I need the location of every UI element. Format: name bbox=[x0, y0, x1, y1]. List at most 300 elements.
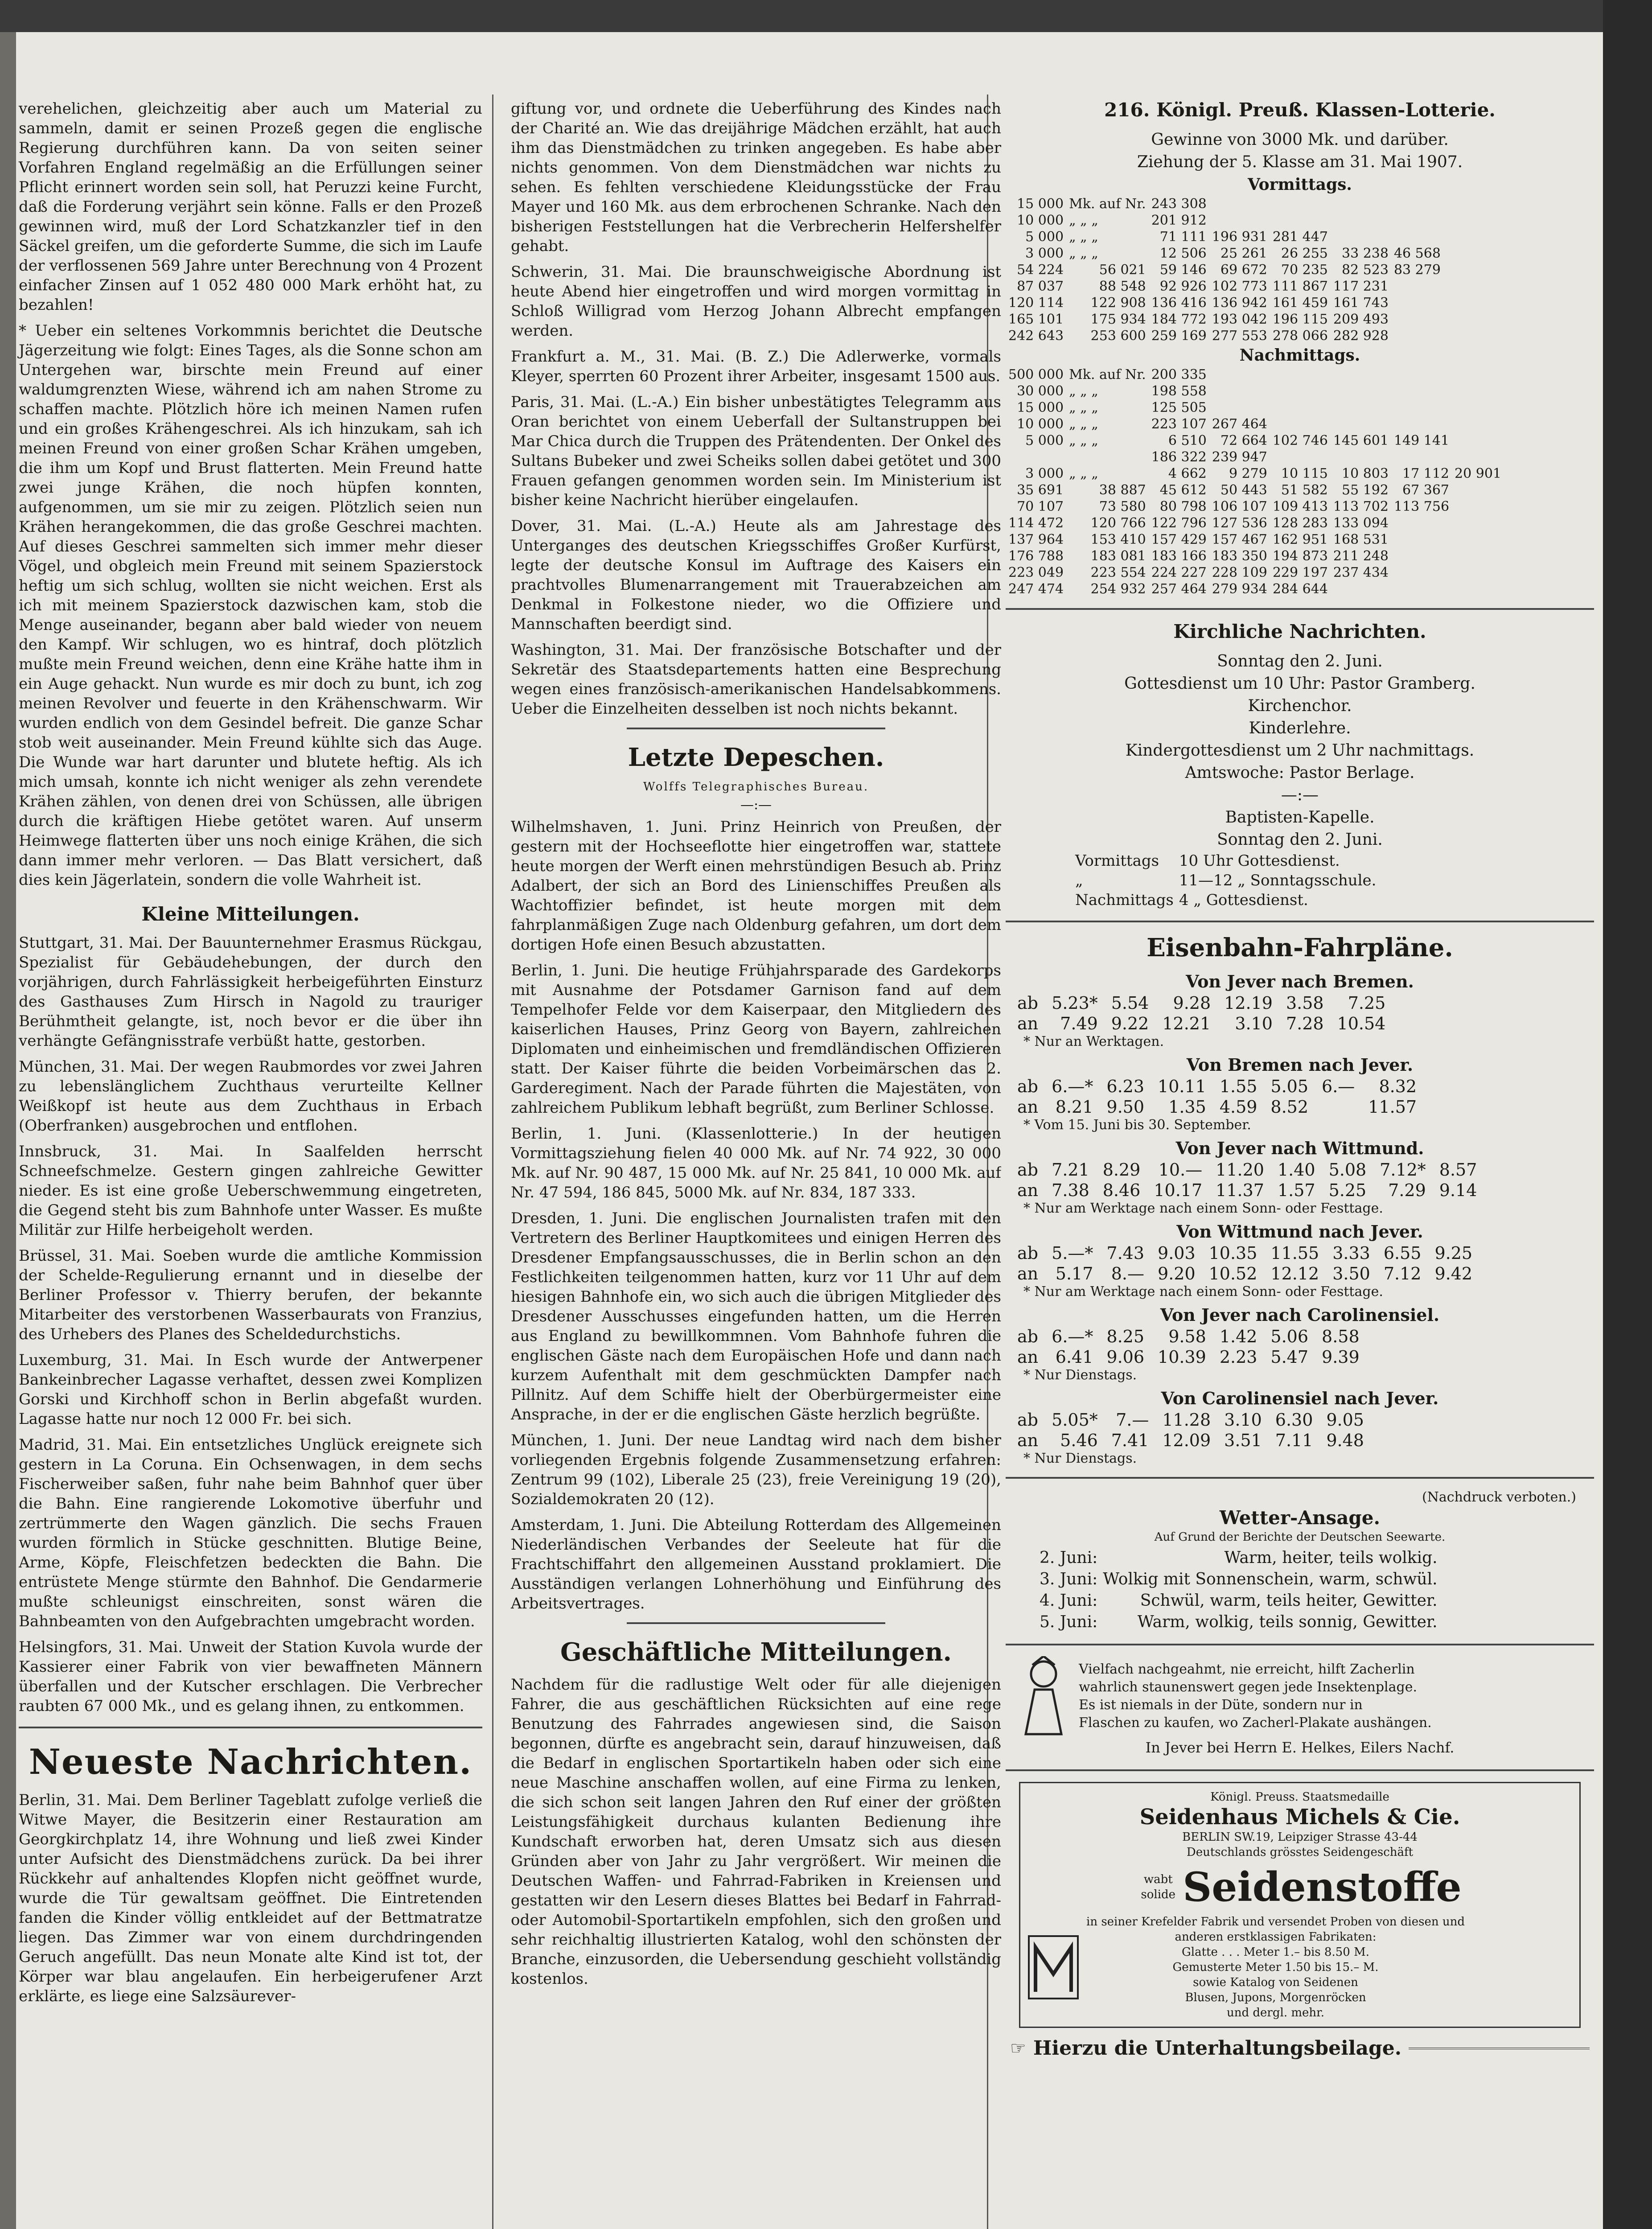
divider bbox=[1006, 1644, 1594, 1645]
lotterie-row-cell: 102 773 bbox=[1212, 279, 1267, 294]
wetter-row-cell: 4. Juni: bbox=[1040, 1592, 1098, 1610]
route-note: * Nur Dienstags. bbox=[1023, 1367, 1137, 1383]
baptisten-cell: Nachmittags bbox=[1075, 891, 1174, 909]
route-time: ab bbox=[1017, 1243, 1038, 1263]
kirch-line: Amtswoche: Pastor Berlage. bbox=[1185, 764, 1415, 782]
lotterie-row-cell: 196 115 bbox=[1272, 312, 1328, 327]
michels-name: Seidenhaus Michels & Cie. bbox=[1139, 1805, 1460, 1830]
lotterie-row-cell bbox=[1391, 581, 1452, 597]
route-time: 5.47 bbox=[1270, 1347, 1309, 1367]
route-time: 11.28 bbox=[1162, 1410, 1211, 1430]
lotterie-row bbox=[1006, 278, 1443, 295]
route-time: 3.50 bbox=[1332, 1264, 1370, 1283]
route-time: 12.12 bbox=[1270, 1264, 1319, 1283]
lotterie-row-cell: 201 912 bbox=[1151, 213, 1207, 228]
news-bruessel: Brüssel, 31. Mai. Soeben wurde die amtliche Kommission der Schelde-Regulierung ernannt und in dieselbe der Berliner Professor v. Thierry berufen, der bekannte Mitarbeiter des verstorbenen Wasserbaurats von Franzius, des Urhebers des Planes des Scheldedurchstichs. bbox=[19, 1247, 482, 1343]
lotterie-row-cell: „ „ „ bbox=[1069, 229, 1098, 245]
lotterie-row-cell: 73 580 bbox=[1099, 499, 1146, 514]
michels-monogram-icon bbox=[1027, 1934, 1080, 2001]
lotterie-row-cell: 33 238 bbox=[1341, 246, 1389, 261]
news-madrid: Madrid, 31. Mai. Ein entsetzliches Unglück ereignete sich gestern in La Coruna. Ein Ochsenwagen, in dem sechs Fischerweiber saßen, fuhr nahe beim Bahnhof quer über die Bahn. Eine rangierende Lokomotive überfuhr und zertrümmerte den Wagen gänzlich. Die sechs Frauen wurden förmlich in Stücke geschnitten. Blutige Beine, Arme, Köpfe, Fleischfetzen bedeckten die Bahn. Die entrüstete Menge stürmte den Bahnhof. Die Gendarmerie mußte schleunigst einschreiten, sonst wären die Bahnbeamten von den Aufgebrachten umgebracht worden. bbox=[19, 1436, 482, 1630]
zacherl-line4: Flaschen zu kaufen, wo Zacherl-Plakate aushängen. bbox=[1079, 1715, 1432, 1731]
lotterie-row-cell bbox=[1209, 399, 1270, 416]
lotterie-row-cell bbox=[1331, 366, 1391, 383]
lotterie-row-cell: 120 114 bbox=[1008, 295, 1064, 311]
route-title: Von Jever nach Carolinensiel. bbox=[1160, 1305, 1440, 1325]
lotterie-row bbox=[1006, 366, 1504, 383]
lotterie-date: Ziehung der 5. Klasse am 31. Mai 1907. bbox=[1137, 153, 1463, 171]
route-time: an bbox=[1017, 1347, 1039, 1367]
lotterie-row-cell: 10 803 bbox=[1341, 466, 1389, 481]
route-row bbox=[1015, 1243, 1483, 1263]
heading-nachmittags: Nachmittags. bbox=[1239, 346, 1360, 365]
lotterie-row-cell bbox=[1391, 383, 1452, 399]
route-time: ab bbox=[1017, 1160, 1038, 1180]
baptisten-cell: Vormittags bbox=[1075, 852, 1159, 870]
lotterie-row-cell: 87 037 bbox=[1017, 279, 1064, 294]
zacherl-figure-icon bbox=[1015, 1656, 1073, 1736]
lotterie-row-cell: 9 279 bbox=[1229, 466, 1267, 481]
route-time: ab bbox=[1017, 1327, 1038, 1346]
lotterie-row-cell bbox=[1331, 581, 1391, 597]
train-routes bbox=[1006, 971, 1594, 1466]
lotterie-row-cell: 59 146 bbox=[1159, 262, 1207, 278]
lotterie-row-cell: 184 772 bbox=[1151, 312, 1207, 327]
route-row bbox=[1015, 1430, 1375, 1451]
lotterie-row-cell: 279 934 bbox=[1212, 581, 1267, 597]
lotterie-row-cell: „ „ „ bbox=[1069, 213, 1098, 228]
route-table bbox=[1015, 993, 1396, 1034]
lotterie-row-cell: 153 410 bbox=[1090, 532, 1146, 547]
lotterie-row-cell: 38 887 bbox=[1099, 482, 1146, 498]
route-time: 1.35 bbox=[1168, 1097, 1206, 1117]
lotterie-row bbox=[1006, 465, 1504, 482]
route-time: 11.57 bbox=[1368, 1097, 1417, 1117]
michels-text: und dergl. mehr. bbox=[1227, 2006, 1324, 2019]
heading-neueste-nachrichten: Neueste Nachrichten. bbox=[29, 1742, 473, 1782]
route-title: Von Jever nach Bremen. bbox=[1186, 971, 1414, 991]
news-innsbruck: Innsbruck, 31. Mai. In Saalfelden herrscht Schneefschmelze. Gestern gingen zahlreiche Gewitter nieder. Es ist eine große Ueberschwemmung eingetreten, die Gegend steht bis zum Bahnhofe unter Wasser. Es mußte Militär zur Hilfe herbeigeholt werden. bbox=[19, 1143, 482, 1239]
lotterie-row-cell bbox=[1270, 366, 1331, 383]
lotterie-row-cell: 282 928 bbox=[1333, 328, 1389, 344]
route-time: 5.05 bbox=[1270, 1077, 1309, 1096]
kirch-line: Sonntag den 2. Juni. bbox=[1217, 831, 1383, 849]
lotterie-row-cell bbox=[1331, 449, 1391, 465]
news-amsterdam: Amsterdam, 1. Juni. Die Abteilung Rotterdam des Allgemeinen Niederländischen Verbandes der Seeleute hat für die Frachtschiffahrt den allgemeinen Ausstand proklamiert. Die Ausständigen verlangen Lohnerhöhung und Einführung des Arbeitsvertrages. bbox=[511, 1516, 1001, 1612]
route-time: 9.58 bbox=[1168, 1327, 1206, 1346]
lotterie-row-cell: 165 101 bbox=[1008, 312, 1064, 327]
wetter-row-cell: Wolkig mit Sonnenschein, warm, schwül. bbox=[1103, 1570, 1438, 1588]
route-time: 8.21 bbox=[1055, 1097, 1093, 1117]
route-time: 11.20 bbox=[1216, 1160, 1264, 1180]
route-time: 12.21 bbox=[1162, 1014, 1211, 1033]
lotterie-row-cell bbox=[1209, 383, 1270, 399]
route-time: 5.05* bbox=[1052, 1410, 1098, 1430]
route-note: * Nur an Werktagen. bbox=[1023, 1034, 1164, 1049]
route-time: 7.41 bbox=[1111, 1431, 1149, 1450]
lotterie-row-cell: 223 554 bbox=[1090, 565, 1146, 580]
route-time: 6.30 bbox=[1275, 1410, 1313, 1430]
news-berlin-mayer: Berlin, 31. Mai. Dem Berliner Tageblatt zufolge verließ die Witwe Mayer, die Besitzerin einer Restauration am Georgkirchplatz 14, ihre Wohnung und ließ zwei Kinder unter Aufsicht des Dienstmädchens zurück. Da bei ihrer Rückkehr auf anhaltendes Klopfen nicht geöffnet wurde, wurde die Tür gewaltsam geöffnet. Die Eintretenden fanden die Kinder völlig entkleidet auf der Bettmatratze liegen. Das Zimmer war von einem durchdringenden Geruch angefüllt. Das neun Monate alte Kind ist tot, der Körper war blau angelaufen. Ein herbeigerufener Arzt erklärte, es liege eine Salzsäurever- bbox=[19, 1791, 482, 2005]
lotterie-row-cell: 30 000 bbox=[1017, 383, 1064, 399]
route-table bbox=[1015, 1243, 1483, 1284]
michels-text: in seiner Krefelder Fabrik und versendet Proben von diesen und bbox=[1086, 1915, 1465, 1929]
lotterie-row-cell bbox=[1391, 564, 1452, 581]
route-time: an bbox=[1017, 1431, 1039, 1450]
route-time: 9.42 bbox=[1434, 1264, 1473, 1283]
wetter-row bbox=[1037, 1590, 1440, 1612]
route-time: 1.40 bbox=[1277, 1160, 1315, 1180]
lotterie-row-cell: 113 756 bbox=[1393, 499, 1450, 514]
route-time: 9.05 bbox=[1326, 1410, 1364, 1430]
news-berlin-lotterie: Berlin, 1. Juni. (Klassenlotterie.) In der heutigen Vormittagsziehung fielen 40 000 Mk. auf Nr. 74 922, 30 000 Mk. auf Nr. 90 487, 15 000 Mk. auf Nr. 25 841, 10 000 Mk. auf Nr. 47 594, 186 845, 5000 Mk. auf Nr. 834, 187 333. bbox=[511, 1125, 1001, 1201]
route-time: 8.— bbox=[1111, 1264, 1145, 1283]
route-time: 2.23 bbox=[1219, 1347, 1257, 1367]
wetter-subtitle: Auf Grund der Berichte der Deutschen Seewarte. bbox=[1154, 1530, 1446, 1544]
lotterie-row-cell: 161 459 bbox=[1272, 295, 1328, 311]
lotterie-row-cell: 35 691 bbox=[1017, 482, 1064, 498]
lotterie-row-cell: 4 662 bbox=[1168, 466, 1207, 481]
route-time: 7.29 bbox=[1388, 1180, 1426, 1200]
separator: —:— bbox=[740, 797, 772, 813]
lotterie-row bbox=[1006, 548, 1504, 564]
route-note: * Nur am Werktage nach einem Sonn- oder Festtage. bbox=[1023, 1284, 1383, 1300]
lotterie-row-cell bbox=[1270, 399, 1331, 416]
scan-background-right bbox=[1603, 0, 1652, 2229]
lotterie-row-cell: Mk. auf Nr. bbox=[1069, 196, 1146, 212]
lotterie-row-cell: 80 798 bbox=[1159, 499, 1207, 514]
michels-address: BERLIN SW.19, Leipziger Strasse 43-44 bbox=[1182, 1830, 1418, 1844]
lotterie-nachmittags-table bbox=[1006, 366, 1504, 597]
beilage-text: Hierzu die Unterhaltungsbeilage. bbox=[1033, 2037, 1402, 2060]
heading-kleine-mitteilungen: Kleine Mitteilungen. bbox=[141, 903, 360, 925]
lotterie-row-cell: 247 474 bbox=[1008, 581, 1064, 597]
lotterie-row-cell: Mk. auf Nr. bbox=[1069, 367, 1146, 382]
wetter-row-cell: Warm, wolkig, teils sonnig, Gewitter. bbox=[1137, 1613, 1438, 1631]
route-time: an bbox=[1017, 1014, 1039, 1033]
news-wilhelmshaven: Wilhelmshaven, 1. Juni. Prinz Heinrich von Preußen, der gestern mit der Hochseeflotte hier eingetroffen war, stattete heute morgen der Werft einen mehrstündigen Besuch ab. Prinz Adalbert, der sich an Bord des Linienschiffes Preußen als Wachtoffizier befindet, ist heute morgen mit dem fahrplanmäßigen Zuge nach Oldenburg gefahren, um dort dem dortigen Hofe einen Besuch abzustatten. bbox=[511, 818, 1001, 954]
para-vergiftung: giftung vor, und ordnete die Ueberführung des Kindes nach der Charité an. Wie das dreijährige Mädchen erzählt, hat auch ihm das Dienstmädchen zu trinken angegeben. Es habe aber nichts genommen. Von dem Dienstmädchen war nichts zu sehen. Es fehlten verschiedene Kleidungsstücke der Frau Mayer und 160 Mk. aus dem erbrochenen Schranke. Nach den bisherigen Feststellungen hat die Verbrecherin Helfershelfer gehabt. bbox=[511, 100, 1001, 255]
divider bbox=[1006, 608, 1594, 610]
lotterie-row-cell bbox=[1391, 531, 1452, 548]
lotterie-row-cell: 56 021 bbox=[1099, 262, 1146, 278]
route-time: 5.06 bbox=[1270, 1327, 1309, 1346]
route-time: 8.32 bbox=[1379, 1077, 1417, 1096]
route-time bbox=[1319, 1097, 1365, 1117]
route-time: 4.59 bbox=[1219, 1097, 1257, 1117]
route-time: 5.17 bbox=[1055, 1264, 1093, 1283]
lotterie-row-cell bbox=[1331, 196, 1391, 212]
divider bbox=[19, 1727, 482, 1728]
lotterie-row-cell: 223 107 bbox=[1151, 416, 1207, 432]
news-washington: Washington, 31. Mai. Der französische Botschafter und der Sekretär des Staatsdepartements hatten eine Besprechung wegen eines französisch-amerikanischen Handelsabkommens. Ueber die Einzelheiten desselben ist noch nichts bekannt. bbox=[511, 641, 1001, 718]
route-row bbox=[1015, 1097, 1427, 1117]
lotterie-row-cell bbox=[1209, 212, 1270, 229]
lotterie-row-cell: 67 367 bbox=[1402, 482, 1450, 498]
lotterie-row-cell: 277 553 bbox=[1212, 328, 1267, 344]
lotterie-row-cell: 254 932 bbox=[1090, 581, 1146, 597]
lotterie-row bbox=[1006, 383, 1504, 399]
lotterie-row-cell: 145 601 bbox=[1333, 433, 1389, 448]
lotterie-row-cell: 10 000 bbox=[1017, 213, 1064, 228]
heading-geschaeftliche-mitteilungen: Geschäftliche Mitteilungen. bbox=[560, 1637, 952, 1667]
lotterie-row-cell bbox=[1391, 278, 1443, 295]
lotterie-row-cell: 20 901 bbox=[1455, 466, 1502, 481]
michels-text: sowie Katalog von Seidenen bbox=[1193, 1976, 1358, 1989]
lotterie-row-cell: 122 908 bbox=[1090, 295, 1146, 311]
ornament-rule bbox=[1409, 2048, 1590, 2049]
route-time: 6.55 bbox=[1383, 1243, 1422, 1263]
lotterie-row-cell: „ „ „ bbox=[1069, 416, 1098, 432]
route-time: 1.57 bbox=[1277, 1180, 1315, 1200]
lotterie-row-cell bbox=[1391, 229, 1443, 245]
lotterie-row-cell bbox=[1006, 449, 1066, 465]
lotterie-row-cell: 102 746 bbox=[1272, 433, 1328, 448]
lotterie-row-cell: 253 600 bbox=[1090, 328, 1146, 344]
baptisten-table bbox=[1073, 851, 1379, 910]
lotterie-row-cell: 136 942 bbox=[1212, 295, 1267, 311]
route-note: * Nur Dienstags. bbox=[1023, 1451, 1137, 1466]
route-time: 5.25 bbox=[1328, 1180, 1367, 1200]
route-time: 8.25 bbox=[1106, 1327, 1145, 1346]
wetter-row-cell: Schwül, warm, teils heiter, Gewitter. bbox=[1140, 1592, 1438, 1610]
lotterie-row-cell: 162 951 bbox=[1272, 532, 1328, 547]
route-time: 11.37 bbox=[1216, 1180, 1264, 1200]
lotterie-row-cell: 120 766 bbox=[1090, 515, 1146, 531]
lotterie-row bbox=[1006, 328, 1443, 344]
lotterie-row-cell: „ „ „ bbox=[1069, 466, 1098, 481]
michels-text: anderen erstklassigen Fabrikaten: bbox=[1175, 1930, 1377, 1944]
lotterie-row-cell bbox=[1331, 229, 1391, 245]
route-title: Von Wittmund nach Jever. bbox=[1176, 1221, 1423, 1242]
lotterie-row-cell bbox=[1391, 212, 1443, 229]
lotterie-row-cell: 196 931 bbox=[1212, 229, 1267, 245]
heading-eisenbahn-fahrplaene: Eisenbahn-Fahrpläne. bbox=[1147, 933, 1453, 962]
baptisten-row bbox=[1073, 851, 1379, 871]
lotterie-row-cell: 54 224 bbox=[1017, 262, 1064, 278]
lotterie-row-cell: 25 261 bbox=[1220, 246, 1267, 261]
lotterie-row-cell: 83 279 bbox=[1393, 262, 1441, 278]
lotterie-row-cell: 223 049 bbox=[1008, 565, 1064, 580]
lotterie-row bbox=[1006, 196, 1443, 212]
lotterie-row-cell: 186 322 bbox=[1151, 449, 1207, 465]
lotterie-row bbox=[1006, 262, 1443, 278]
route-time: ab bbox=[1017, 993, 1038, 1013]
route-time: 6.—* bbox=[1052, 1077, 1093, 1096]
michels-text: Glatte . . . Meter 1.– bis 8.50 M. bbox=[1182, 1945, 1369, 1959]
news-helsingfors: Helsingfors, 31. Mai. Unweit der Station Kuvola wurde der Kassierer einer Fabrik von vier bewaffneten Männern überfallen und der Kutscher erschlagen. Die Verbrecher raubten 67 000 Mk., und es gelang ihnen, zu entkommen. bbox=[19, 1638, 482, 1715]
route-time: 9.20 bbox=[1158, 1264, 1196, 1283]
heading-vormittags: Vormittags. bbox=[1248, 175, 1352, 194]
route-row bbox=[1015, 1160, 1488, 1180]
divider bbox=[1006, 1769, 1594, 1771]
lotterie-row-cell: 237 434 bbox=[1333, 565, 1389, 580]
newspaper-page bbox=[16, 32, 1603, 2229]
route-row bbox=[1015, 1263, 1483, 1284]
michels-text: Blusen, Jupons, Morgenröcken bbox=[1185, 1991, 1366, 2004]
lotterie-row-cell: 239 947 bbox=[1212, 449, 1267, 465]
lotterie-row-cell: 5 000 bbox=[1025, 433, 1064, 448]
route-time: 6.—* bbox=[1052, 1327, 1093, 1346]
lotterie-row-cell bbox=[1391, 515, 1452, 531]
route-time: 8.52 bbox=[1270, 1097, 1309, 1117]
michels-medal: Königl. Preuss. Staatsmedaille bbox=[1210, 1790, 1389, 1804]
route-row bbox=[1015, 1076, 1427, 1097]
route-time: 1.55 bbox=[1219, 1077, 1257, 1096]
lotterie-row-cell: 114 472 bbox=[1008, 515, 1064, 531]
route-time: 10.— bbox=[1158, 1160, 1203, 1180]
lotterie-row-cell: 15 000 bbox=[1017, 400, 1064, 415]
lotterie-row-cell: 149 141 bbox=[1393, 433, 1450, 448]
lotterie-row-cell bbox=[1391, 328, 1443, 344]
lotterie-row bbox=[1006, 515, 1504, 531]
route-time: 9.14 bbox=[1439, 1180, 1477, 1200]
route-time: 12.19 bbox=[1224, 993, 1273, 1013]
kirch-line: Sonntag den 2. Juni. bbox=[1217, 652, 1383, 670]
lotterie-row-cell: 211 248 bbox=[1333, 548, 1389, 564]
route-time: 7.28 bbox=[1286, 1014, 1324, 1033]
route-table bbox=[1015, 1410, 1375, 1451]
wetter-row-cell: 5. Juni: bbox=[1040, 1613, 1098, 1631]
news-dresden: Dresden, 1. Juni. Die englischen Journalisten trafen mit den Vertretern des Berliner Hauptkomitees und einigen Herren des Dresdener Empfangsausschusses, die in Berlin schon an den Festlichkeiten teilgenommen hatten, kurz vor 11 Uhr auf dem hiesigen Bahnhofe ein, wo sich auch die übrigen Mitglieder des Dresdener Ausschusses eingefunden hatten, um die Herren aus England zu bewillkommnen. Vom Bahnhofe fuhren die englischen Gäste nach dem Europäischen Hofe und dann nach kurzem Aufenthalt mit dem geschmückten Dampfer nach Pillnitz. Auf dem Schiffe hielt der Oberbürgermeister eine Ansprache, in der er die englischen Gäste herzlich begrüßte. bbox=[511, 1209, 1001, 1423]
lotterie-row-cell: 128 283 bbox=[1272, 515, 1328, 531]
lotterie-row-cell: 281 447 bbox=[1272, 229, 1328, 245]
lotterie-row-cell: 10 115 bbox=[1281, 466, 1328, 481]
wetter-table bbox=[1037, 1547, 1440, 1633]
wetter-row bbox=[1037, 1569, 1440, 1590]
route-time: 8.29 bbox=[1102, 1160, 1141, 1180]
route-time: 6.— bbox=[1322, 1077, 1355, 1096]
wetter-row-cell: Warm, heiter, teils wolkig. bbox=[1224, 1549, 1438, 1567]
lotterie-row-cell: 111 867 bbox=[1272, 279, 1328, 294]
lotterie-row-cell: 193 042 bbox=[1212, 312, 1267, 327]
lotterie-row-cell: 257 464 bbox=[1151, 581, 1207, 597]
lotterie-row-cell: 267 464 bbox=[1212, 416, 1267, 432]
route-time: 5.—* bbox=[1052, 1243, 1093, 1263]
route-row bbox=[1015, 1180, 1488, 1201]
route-title: Von Carolinensiel nach Jever. bbox=[1161, 1388, 1439, 1408]
para-peruzzi: verehelichen, gleichzeitig aber auch um Material zu sammeln, damit er seinen Prozeß gegen die englische Regierung durchführen kann. Da von seiten seiner Vorfahren England regelmäßig an die Erfüllungen seiner Pflicht erinnert worden sein soll, hat Peruzzi keine Furcht, daß die Forderung verjährt sein könne. Falls er den Prozeß gewinnen wird, muß der Lord Schatzkanzler tief in den Säckel greifen, um die geforderte Summe, die sich im Laufe der verflossenen 569 Jahre unter Berechnung von 4 Prozent einfacher Zinsen auf 1 052 480 000 Mark erhöht hat, zu bezahlen! bbox=[19, 100, 482, 314]
kirch-line: Kinderlehre. bbox=[1249, 719, 1351, 737]
route-time: 3.58 bbox=[1286, 993, 1324, 1013]
lotterie-row-cell: 242 643 bbox=[1008, 328, 1064, 344]
nachdruck-note: (Nachdruck verboten.) bbox=[1422, 1489, 1576, 1505]
route-time: 9.25 bbox=[1434, 1243, 1473, 1263]
zacherl-line2: wahrlich staunenswert gegen jede Insektenplage. bbox=[1079, 1679, 1418, 1695]
lotterie-row bbox=[1006, 498, 1504, 515]
lotterie-row bbox=[1006, 482, 1504, 498]
lotterie-row-cell: 122 796 bbox=[1151, 515, 1207, 531]
route-table bbox=[1015, 1326, 1370, 1367]
news-berlin-parade: Berlin, 1. Juni. Die heutige Frühjahrsparade des Gardekorps mit Ausnahme der Potsdamer Garnison fand auf dem Tempelhofer Felde vor dem Kaiserpaar, den Mitgliedern des kaiserlichen Hauses, Prinz Georg von Bayern, zahlreichen Diplomaten und einheimischen und fremdländischen Offizieren statt. Der Kaiser führte die beiden Vorbeimärschen das 2. Garderegiment. Nach der Parade führten die Majestäten, von zahlreichem Publikum lebhaft begrüßt, zum Berliner Schlosse. bbox=[511, 962, 1001, 1117]
lotterie-row-cell: 157 429 bbox=[1151, 532, 1207, 547]
route-time: 3.10 bbox=[1235, 1014, 1273, 1033]
baptisten-row bbox=[1073, 890, 1379, 910]
route-time: 10.39 bbox=[1158, 1347, 1206, 1367]
route-table bbox=[1015, 1160, 1488, 1201]
news-schwerin: Schwerin, 31. Mai. Die braunschweigische Abordnung ist heute Abend hier eingetroffen und wird morgen vormittag in Schloß Willigrad vom Herzog Johann Albrecht empfangen werden. bbox=[511, 263, 1001, 340]
lotterie-subtitle: Gewinne von 3000 Mk. und darüber. bbox=[1151, 131, 1449, 149]
route-time: an bbox=[1017, 1097, 1039, 1117]
route-time: 7.49 bbox=[1060, 1014, 1098, 1033]
lotterie-row-cell bbox=[1270, 449, 1331, 465]
lotterie-row-cell bbox=[1270, 212, 1331, 229]
lotterie-row-cell bbox=[1209, 196, 1270, 212]
lotterie-row-cell: 109 413 bbox=[1272, 499, 1328, 514]
lotterie-vormittags-table bbox=[1006, 196, 1443, 344]
lotterie-row-cell: 46 568 bbox=[1393, 246, 1441, 261]
route-time: ab bbox=[1017, 1077, 1038, 1096]
lotterie-row-cell: 157 467 bbox=[1212, 532, 1267, 547]
route-time: 10.11 bbox=[1158, 1077, 1206, 1096]
route-time: 9.03 bbox=[1158, 1243, 1196, 1263]
lotterie-row-cell bbox=[1391, 295, 1443, 311]
route-time: 7.12* bbox=[1380, 1160, 1426, 1180]
lotterie-row bbox=[1006, 416, 1504, 432]
kirch-line: Kindergottesdienst um 2 Uhr nachmittags. bbox=[1125, 741, 1475, 760]
column-1 bbox=[16, 99, 487, 2012]
news-muenchen: München, 31. Mai. Der wegen Raubmordes vor zwei Jahren zu lebenslänglichem Zuchthaus verurteilte Kellner Weißkopf ist heute aus dem Zuchthaus in Erbach (Oberfranken) ausgebrochen und entflohen. bbox=[19, 1058, 482, 1135]
route-time: ab bbox=[1017, 1410, 1038, 1430]
route-time: 12.09 bbox=[1162, 1431, 1211, 1450]
route-time: 7.11 bbox=[1275, 1431, 1313, 1450]
lotterie-row-cell bbox=[1391, 548, 1452, 564]
lotterie-row-cell: 198 558 bbox=[1151, 383, 1207, 399]
route-time: 9.06 bbox=[1106, 1347, 1145, 1367]
kirch-line: —:— bbox=[1281, 786, 1319, 804]
para-kraehen: * Ueber ein seltenes Vorkommnis berichtet die Deutsche Jägerzeitung wie folgt: Eines Tages, als die Sonne schon am Untergehen war, birschte mein Freund auf einer waldumgrenzten Wiese, während ich am nahen Strome zu schaffen machte. Plötzlich höre ich meinen Namen rufen und ein großes Krähengeschrei. Als ich hinzukam, sah ich meinen Freund von einer großen Schar Krähen umgeben, die ihm um Kopf und Brust flatterten. Mein Freund hatte zwei junge Krähen, die noch hüpfen konnten, aufgenommen, um sie mir zu zeigen. Plötzlich seien nun Krähen herangekommen, die das große Geschrei machten. Auf dieses Geschrei sammelten sich immer mehr dieser Vögel, und obgleich mein Freund mit seinem Spazierstock heftig um sich schlug, wollten sie nicht weichen. Erst als ich mit meinem Spazierstock dazwischen kam, stob die Menge auseinander, begann aber bald wieder von neuem den Kampf. Wir schlugen, wo es hintraf, doch plötzlich mußte mein Freund weichen, denn eine Krähe hatte ihm in ein Auge gehackt. Nun wurde es mir doch zu bunt, ich zog meinen Revolver und feuerte in den Krähenschwarm. Wir wurden endlich von dem Gesindel befreit. Die ganze Schar stob weit auseinander. Mein Freund kühlte sich das Auge. Die Wunde war hart darunter und blutete heftig. Als ich mich umsah, konnte ich nicht weniger als zehn verendete Krähen zählen, von denen drei von Schüssen, alle übrigen durch die kräftigen Hiebe getötet waren. Auf unserm Heimwege flatterten über uns noch einige Krähen, die sich dann immer mehr verloren. — Das Blatt versichert, daß dies kein Jägerlatein, sondern die volle Wahrheit ist. bbox=[19, 322, 482, 889]
lotterie-row bbox=[1006, 449, 1504, 465]
lotterie-row-cell: 70 235 bbox=[1281, 262, 1328, 278]
michels-seidenstoffe: Seidenstoffe bbox=[1183, 1863, 1462, 1911]
lotterie-row bbox=[1006, 212, 1443, 229]
column-3 bbox=[1001, 99, 1594, 2060]
lotterie-row-cell: 243 308 bbox=[1151, 196, 1207, 212]
lotterie-row-cell: „ „ „ bbox=[1069, 246, 1098, 261]
route-time: 9.39 bbox=[1322, 1347, 1360, 1367]
route-time: 5.54 bbox=[1111, 993, 1149, 1013]
page-left-edge bbox=[0, 32, 16, 2229]
baptisten-cell: 11—12 „ Sonntagsschule. bbox=[1179, 872, 1377, 889]
lotterie-row-cell: 194 873 bbox=[1272, 548, 1328, 564]
heading-letzte-depeschen: Letzte Depeschen. bbox=[628, 743, 884, 772]
lotterie-row-cell: 69 672 bbox=[1220, 262, 1267, 278]
route-row bbox=[1015, 993, 1396, 1013]
lotterie-row-cell bbox=[1209, 366, 1270, 383]
route-title: Von Bremen nach Jever. bbox=[1186, 1055, 1414, 1075]
divider bbox=[1006, 921, 1594, 922]
route-time: 6.41 bbox=[1055, 1347, 1093, 1367]
route-row bbox=[1015, 1326, 1370, 1347]
route-time: 10.17 bbox=[1154, 1180, 1203, 1200]
lotterie-row-cell: 127 536 bbox=[1212, 515, 1267, 531]
lotterie-row-cell: 106 107 bbox=[1212, 499, 1267, 514]
pointing-hand-icon: ☞ bbox=[1010, 2038, 1026, 2059]
news-frankfurt: Frankfurt a. M., 31. Mai. (B. Z.) Die Adlerwerke, vormals Kleyer, sperrten 60 Prozent ihrer Arbeiter, insgesamt 1500 aus. bbox=[511, 348, 1001, 385]
lotterie-row-cell: 175 934 bbox=[1090, 312, 1146, 327]
route-time: 6.23 bbox=[1106, 1077, 1145, 1096]
route-time: 8.57 bbox=[1439, 1160, 1477, 1180]
lotterie-row bbox=[1006, 399, 1504, 416]
para-fahrrad-anzeige: Nachdem für die radlustige Welt oder für alle diejenigen Fahrer, die aus geschäftlichen Rücksichten auf eine rege Benutzung des Fahrrades angewiesen sind, die Saison begonnen, dürfte es angebracht sein, darauf hinzuweisen, daß die Bedarf in englischen Sportartikeln haben oder sich eine neue Maschine anschaffen wollen, auf eine Firma zu lenken, die sich schon seit langen Jahren den Ruf einer der größten Leistungsfähigkeit durchaus kulanten Bedienung ihre Kundschaft erworben hat, deren Umsatz sich aus diesen Gründen aber von Jahr zu Jahr vergrößert. Wir meinen die Deutschen Waffen- und Fahrrad-Fabriken in Kreiensen und gestatten wir den Lesern dieses Blattes bei Bedarf in Fahrrad- oder Automobil-Sportartikeln empfohlen, sich den großen und sehr reichhaltig illustrierten Katalog, wohl den schönsten der Branche, einzusorden, die Uebersendung geschieht vollständig kostenlos. bbox=[511, 1676, 1001, 1988]
route-time: 10.54 bbox=[1337, 1014, 1386, 1033]
route-time: 9.48 bbox=[1326, 1431, 1364, 1450]
lotterie-row-cell: 209 493 bbox=[1333, 312, 1389, 327]
lotterie-row-cell bbox=[1331, 399, 1391, 416]
route-time: 7.25 bbox=[1348, 993, 1386, 1013]
michels-left: wabt solide bbox=[1141, 1873, 1176, 1901]
route-time: 9.50 bbox=[1106, 1097, 1145, 1117]
